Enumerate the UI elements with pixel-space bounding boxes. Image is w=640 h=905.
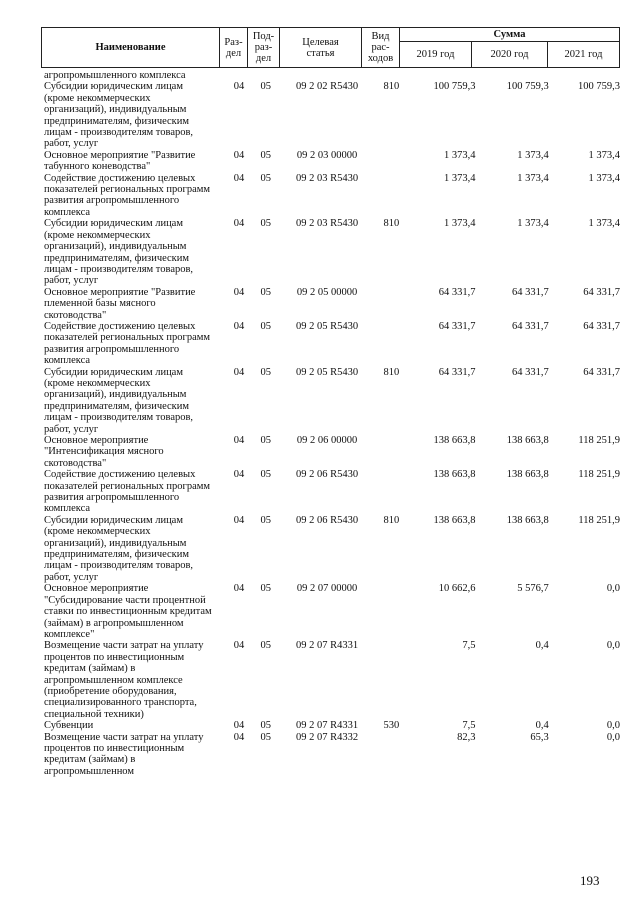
cell-p: 05: [260, 286, 271, 298]
cell-c: 0,0: [606, 731, 620, 743]
cell-r: 04: [233, 514, 245, 526]
cell-v: 810: [383, 81, 400, 93]
cell-r: 04: [233, 286, 245, 298]
table-row: [44, 583, 620, 640]
cell-name: Основное мероприятие "Субсидирование части процентной ставки по инвестиционным кредитам (займам) в агропромышленном комплексе": [44, 583, 212, 640]
cell-c: 100 759,3: [578, 81, 620, 93]
cell-name: Основное мероприятие "Интенсификация мясного скотоводства": [44, 435, 164, 469]
header-razdel: Раз- дел: [220, 28, 248, 68]
header-name: Наименование: [42, 28, 220, 68]
cell-name: Основное мероприятие "Развитие племенной базы мясного скотоводства": [44, 286, 196, 321]
table-row: [44, 469, 620, 515]
cell-name: Субсидии юридическим лицам (кроме некоммерческих организаций), индивидуальным предпринимателям, физическим лицам - производителям товаров, работ, услуг: [44, 514, 194, 583]
table-row: [44, 321, 620, 367]
cell-p: 05: [260, 731, 271, 743]
cell-r: 04: [233, 366, 245, 378]
table-body: [44, 70, 620, 777]
cell-r: 04: [233, 320, 245, 332]
cell-a: 10 662,6: [438, 583, 476, 595]
cell-a: 138 663,8: [433, 514, 476, 526]
cell-t: 09 2 06 00000: [296, 435, 358, 446]
cell-p: 05: [260, 218, 271, 230]
cell-p: 05: [260, 720, 271, 732]
cell-b: 65,3: [530, 731, 549, 743]
table-row: [44, 515, 620, 583]
cell-a: 1 373,4: [443, 172, 476, 184]
cell-t: 09 2 03 R5430: [296, 218, 359, 230]
cell-name: Субвенции: [44, 720, 94, 732]
cell-p: 05: [260, 172, 271, 184]
cell-b: 138 663,8: [506, 469, 549, 481]
cell-c: 64 331,7: [583, 286, 620, 298]
cell-name: Основное мероприятие "Развитие табунного коневодства": [44, 149, 196, 173]
header-vid: Вид рас- ходов: [362, 28, 400, 68]
cell-r: 04: [233, 149, 245, 161]
cell-t: 09 2 07 00000: [296, 583, 358, 595]
cell-b: 0,4: [535, 720, 549, 732]
cell-c: 64 331,7: [583, 320, 620, 332]
cell-r: 04: [233, 731, 245, 743]
cell-c: 118 251,9: [578, 435, 620, 446]
cell-c: 1 373,4: [588, 218, 620, 230]
header-2020: 2020 год: [472, 42, 548, 68]
table-row: [44, 367, 620, 435]
cell-c: 0,0: [606, 640, 620, 652]
table-row: [44, 287, 620, 321]
cell-p: 05: [260, 81, 271, 93]
cell-a: 7,5: [462, 640, 476, 652]
cell-t: 09 2 07 R4331: [296, 720, 359, 732]
cell-t: 09 2 07 R4332: [296, 731, 359, 743]
cell-b: 64 331,7: [511, 366, 549, 378]
cell-a: 138 663,8: [433, 435, 476, 446]
header-2021: 2021 год: [548, 42, 620, 68]
cell-c: 0,0: [606, 720, 620, 732]
table-row: [44, 150, 620, 173]
cell-r: 04: [233, 469, 245, 481]
header-statya: Целевая статья: [280, 28, 362, 68]
cell-p: 05: [260, 583, 271, 595]
cell-name: агропромышленного комплекса: [44, 70, 186, 81]
table-row: [44, 70, 620, 81]
header-summa: Сумма: [400, 28, 620, 42]
cell-name: Субсидии юридическим лицам (кроме некоммерческих организаций), индивидуальным предпринимателям, физическим лицам - производителям товаров, работ, услуг: [44, 81, 194, 150]
cell-r: 04: [233, 218, 245, 230]
cell-p: 05: [260, 149, 271, 161]
cell-t: 09 2 03 R5430: [296, 172, 359, 184]
table-header: [41, 27, 620, 68]
cell-v: 810: [383, 514, 400, 526]
table-row: [44, 435, 620, 469]
cell-name: Содействие достижению целевых показателей региональных программ развития агропромышленного комплекса: [44, 172, 211, 218]
cell-b: 138 663,8: [506, 514, 549, 526]
cell-c: 118 251,9: [578, 514, 620, 526]
cell-p: 05: [260, 514, 271, 526]
cell-name: Субсидии юридическим лицам (кроме некоммерческих организаций), индивидуальным предпринимателям, физическим лицам - производителям товаров, работ, услуг: [44, 366, 194, 435]
cell-t: 09 2 05 R5430: [296, 366, 359, 378]
cell-r: 04: [233, 172, 245, 184]
cell-r: 04: [233, 720, 245, 732]
cell-v: 530: [383, 720, 400, 732]
table-row: [44, 173, 620, 219]
cell-name: Возмещение части затрат на уплату процентов по инвестиционным кредитам (займам) в агропромышленном комплексе (приобретение оборудования, специализированного транспорта, специальной техники): [44, 640, 204, 720]
cell-t: 09 2 05 R5430: [296, 320, 359, 332]
cell-v: 810: [383, 366, 400, 378]
cell-name: Субсидии юридическим лицам (кроме некоммерческих организаций), индивидуальным предпринимателям, физическим лицам - производителям товаров, работ, услуг: [44, 218, 194, 287]
cell-t: 09 2 06 R5430: [296, 469, 359, 481]
cell-a: 82,3: [457, 731, 476, 743]
header-2019: 2019 год: [400, 42, 472, 68]
cell-c: 1 373,4: [588, 149, 620, 161]
cell-t: 09 2 03 00000: [296, 149, 358, 161]
cell-b: 138 663,8: [506, 435, 549, 446]
cell-b: 1 373,4: [517, 218, 549, 230]
cell-c: 1 373,4: [588, 172, 620, 184]
cell-r: 04: [233, 81, 245, 93]
cell-r: 04: [233, 640, 245, 652]
cell-a: 7,5: [462, 720, 476, 732]
cell-p: 05: [260, 640, 271, 652]
cell-p: 05: [260, 366, 271, 378]
cell-name: Содействие достижению целевых показателей региональных программ развития агропромышленного комплекса: [44, 320, 211, 367]
cell-c: 118 251,9: [578, 469, 620, 481]
cell-t: 09 2 06 R5430: [296, 514, 359, 526]
cell-name: Содействие достижению целевых показателей региональных программ развития агропромышленного комплекса: [44, 469, 211, 515]
page-number: 193: [580, 873, 600, 888]
cell-b: 0,4: [535, 640, 549, 652]
cell-p: 05: [260, 469, 271, 481]
cell-b: 1 373,4: [517, 172, 549, 184]
table-row: [44, 720, 620, 731]
cell-name: Возмещение части затрат на уплату процентов по инвестиционным кредитам (займам) в агропромышленном: [44, 731, 204, 777]
header-podrazdel: Под- раз- дел: [248, 28, 280, 68]
table-row: [44, 640, 620, 720]
cell-r: 04: [233, 583, 245, 595]
cell-b: 64 331,7: [511, 286, 549, 298]
table-row: [44, 732, 620, 778]
cell-a: 1 373,4: [443, 218, 476, 230]
cell-a: 64 331,7: [438, 366, 476, 378]
cell-c: 0,0: [606, 583, 620, 595]
cell-b: 64 331,7: [511, 320, 549, 332]
table-row: [44, 218, 620, 286]
cell-t: 09 2 05 00000: [296, 286, 358, 298]
cell-a: 100 759,3: [433, 81, 476, 93]
cell-b: 5 576,7: [517, 583, 549, 595]
cell-t: 09 2 07 R4331: [296, 640, 359, 652]
cell-a: 64 331,7: [438, 286, 476, 298]
cell-p: 05: [260, 320, 271, 332]
cell-t: 09 2 02 R5430: [296, 81, 359, 93]
cell-p: 05: [260, 435, 271, 446]
table-row: [44, 81, 620, 149]
cell-b: 100 759,3: [506, 81, 549, 93]
cell-a: 138 663,8: [433, 469, 476, 481]
cell-r: 04: [233, 435, 245, 446]
cell-a: 64 331,7: [438, 320, 476, 332]
cell-c: 64 331,7: [583, 366, 620, 378]
cell-v: 810: [383, 218, 400, 230]
cell-a: 1 373,4: [443, 149, 476, 161]
cell-b: 1 373,4: [517, 149, 549, 161]
